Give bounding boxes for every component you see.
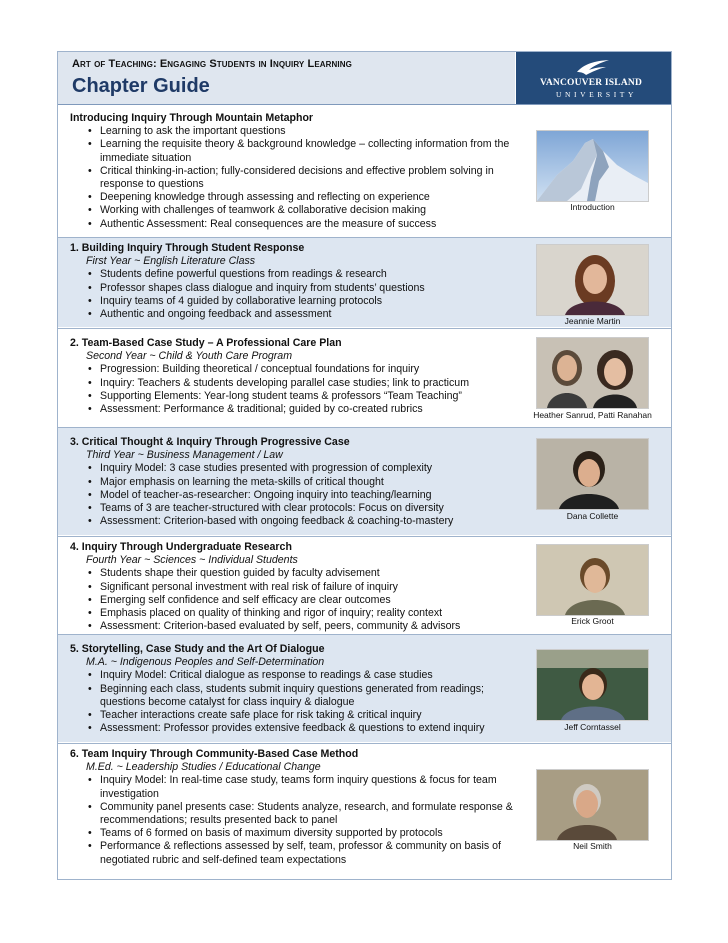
section-subheading: M.Ed. ~ Leadership Studies / Educational Change (86, 761, 321, 774)
bullet-list (70, 268, 520, 321)
logo-university: UNIVERSITY (556, 90, 637, 99)
list-item: • Assessment: Performance & traditional; guided by co-created rubrics (100, 403, 520, 416)
section-1 (58, 238, 671, 327)
logo-name: VANCOUVER ISLAND (540, 78, 642, 88)
list-item: • Professor shapes class dialogue and inquiry from students’ questions (100, 282, 520, 295)
header (58, 52, 671, 104)
bullet-list (70, 669, 530, 735)
section-subheading: First Year ~ English Literature Class (86, 255, 256, 268)
university-logo (516, 52, 671, 104)
speaker-photo (536, 649, 649, 721)
photo-caption: Heather Sanrud, Patti Ranahan (533, 410, 652, 420)
list-item: • Performance & reflections assessed by self, team, professor & community on basis of negotiated rubric and self-defined team expectations (100, 840, 520, 866)
list-item: • Significant personal investment with real risk of failure of inquiry (100, 581, 520, 594)
bullet-list (70, 125, 520, 231)
list-item: • Emerging self confidence and self efficacy are clear outcomes (100, 594, 520, 607)
list-item: • Assessment: Criterion-based evaluated by self, peers, community & advisors (100, 620, 520, 633)
photo-caption: Dana Collette (566, 511, 619, 521)
list-item: • Students shape their question guided by faculty advisement (100, 567, 520, 580)
section-heading: 3. Critical Thought & Inquiry Through Progressive Case (70, 436, 350, 448)
list-item: • Inquiry teams of 4 guided by collaborative learning protocols (100, 295, 520, 308)
page-subtitle: Art of Teaching: Engaging Students in Inquiry Learning (72, 58, 352, 70)
section-2 (58, 329, 671, 426)
list-item: • Learning to ask the important questions (100, 125, 520, 138)
section-6 (58, 744, 671, 878)
section-introduction (58, 108, 671, 235)
list-item: • Supporting Elements: Year-long student teams & professors “Team Teaching” (100, 390, 520, 403)
bird-logo-icon (576, 58, 610, 76)
section-5 (58, 635, 671, 742)
photo-caption: Erick Groot (571, 616, 614, 626)
bullet-list (70, 363, 520, 416)
section-heading: 1. Building Inquiry Through Student Response (70, 242, 305, 254)
list-item: • Learning the requisite theory & background knowledge – collecting information from the immediate situation (100, 138, 520, 164)
speaker-photo (536, 544, 649, 616)
section-subheading: Fourth Year ~ Sciences ~ Individual Students (86, 554, 298, 567)
list-item: • Inquiry Model: 3 case studies presented with progression of complexity (100, 462, 520, 475)
list-item: • Students define powerful questions from readings & research (100, 268, 520, 281)
section-subheading: Second Year ~ Child & Youth Care Program (86, 350, 293, 363)
list-item: • Beginning each class, students submit inquiry questions generated from readings; questions become catalyst for class inquiry & dialogue (100, 683, 530, 709)
speaker-photo (536, 769, 649, 841)
speaker-photo (536, 244, 649, 316)
list-item: • Teams of 3 are teacher-structured with clear protocols: Focus on diversity (100, 502, 520, 515)
list-item: • Teacher interactions create safe place for risk taking & critical inquiry (100, 709, 530, 722)
list-item: • Inquiry Model: In real-time case study, teams form inquiry questions & focus for team investigation (100, 774, 520, 800)
bullet-list (70, 567, 520, 633)
section-heading: 4. Inquiry Through Undergraduate Research (70, 541, 292, 553)
list-item: • Authentic and ongoing feedback and assessment (100, 308, 520, 321)
page-title: Chapter Guide (72, 75, 210, 97)
list-item: • Teams of 6 formed on basis of maximum diversity supported by protocols (100, 827, 520, 840)
section-subheading: Third Year ~ Business Management / Law (86, 449, 283, 462)
list-item: • Deepening knowledge through assessing and reflecting on experience (100, 191, 520, 204)
bullet-list (70, 462, 520, 528)
list-item: • Community panel presents case: Students analyze, research, and formulate response & recommendations; results presented back to panel (100, 801, 520, 827)
bullet-list (70, 774, 520, 866)
section-heading: Introducing Inquiry Through Mountain Metaphor (70, 112, 314, 124)
section-subheading: M.A. ~ Indigenous Peoples and Self-Determination (86, 656, 325, 669)
photo-caption: Neil Smith (573, 841, 612, 851)
list-item: • Working with challenges of teamwork & collaborative decision making (100, 204, 520, 217)
section-heading: 5. Storytelling, Case Study and the Art Of Dialogue (70, 643, 325, 655)
photo-caption: Jeannie Martin (564, 316, 621, 326)
list-item: • Assessment: Professor provides extensive feedback & questions to extend inquiry (100, 722, 530, 735)
list-item: • Progression: Building theoretical / conceptual foundations for inquiry (100, 363, 520, 376)
list-item: • Critical thinking-in-action; fully-considered decisions and effective problem solving in response to questions (100, 165, 520, 191)
list-item: • Emphasis placed on quality of thinking and rigor of inquiry; reality context (100, 607, 520, 620)
list-item: • Authentic Assessment: Real consequences are the measure of success (100, 218, 520, 231)
section-heading: 6. Team Inquiry Through Community-Based Case Method (70, 748, 359, 760)
list-item: • Model of teacher-as-researcher: Ongoing inquiry into teaching/learning (100, 489, 520, 502)
speaker-photo (536, 438, 649, 510)
list-item: • Major emphasis on learning the meta-skills of critical thought (100, 476, 520, 489)
list-item: • Inquiry: Teachers & students developing parallel case studies; link to practicum (100, 377, 520, 390)
chapter-guide-page (57, 51, 672, 880)
photo-caption: Introduction (570, 202, 615, 212)
list-item: • Inquiry Model: Critical dialogue as response to readings & case studies (100, 669, 530, 682)
section-heading: 2. Team-Based Case Study – A Professional Care Plan (70, 337, 342, 349)
header-rule (58, 104, 671, 105)
section-3 (58, 428, 671, 535)
mountain-photo (536, 130, 649, 202)
photo-caption: Jeff Corntassel (564, 722, 621, 732)
speaker-photo (536, 337, 649, 409)
section-4 (58, 537, 671, 633)
list-item: • Assessment: Criterion-based with ongoing feedback & coaching-to-mastery (100, 515, 520, 528)
